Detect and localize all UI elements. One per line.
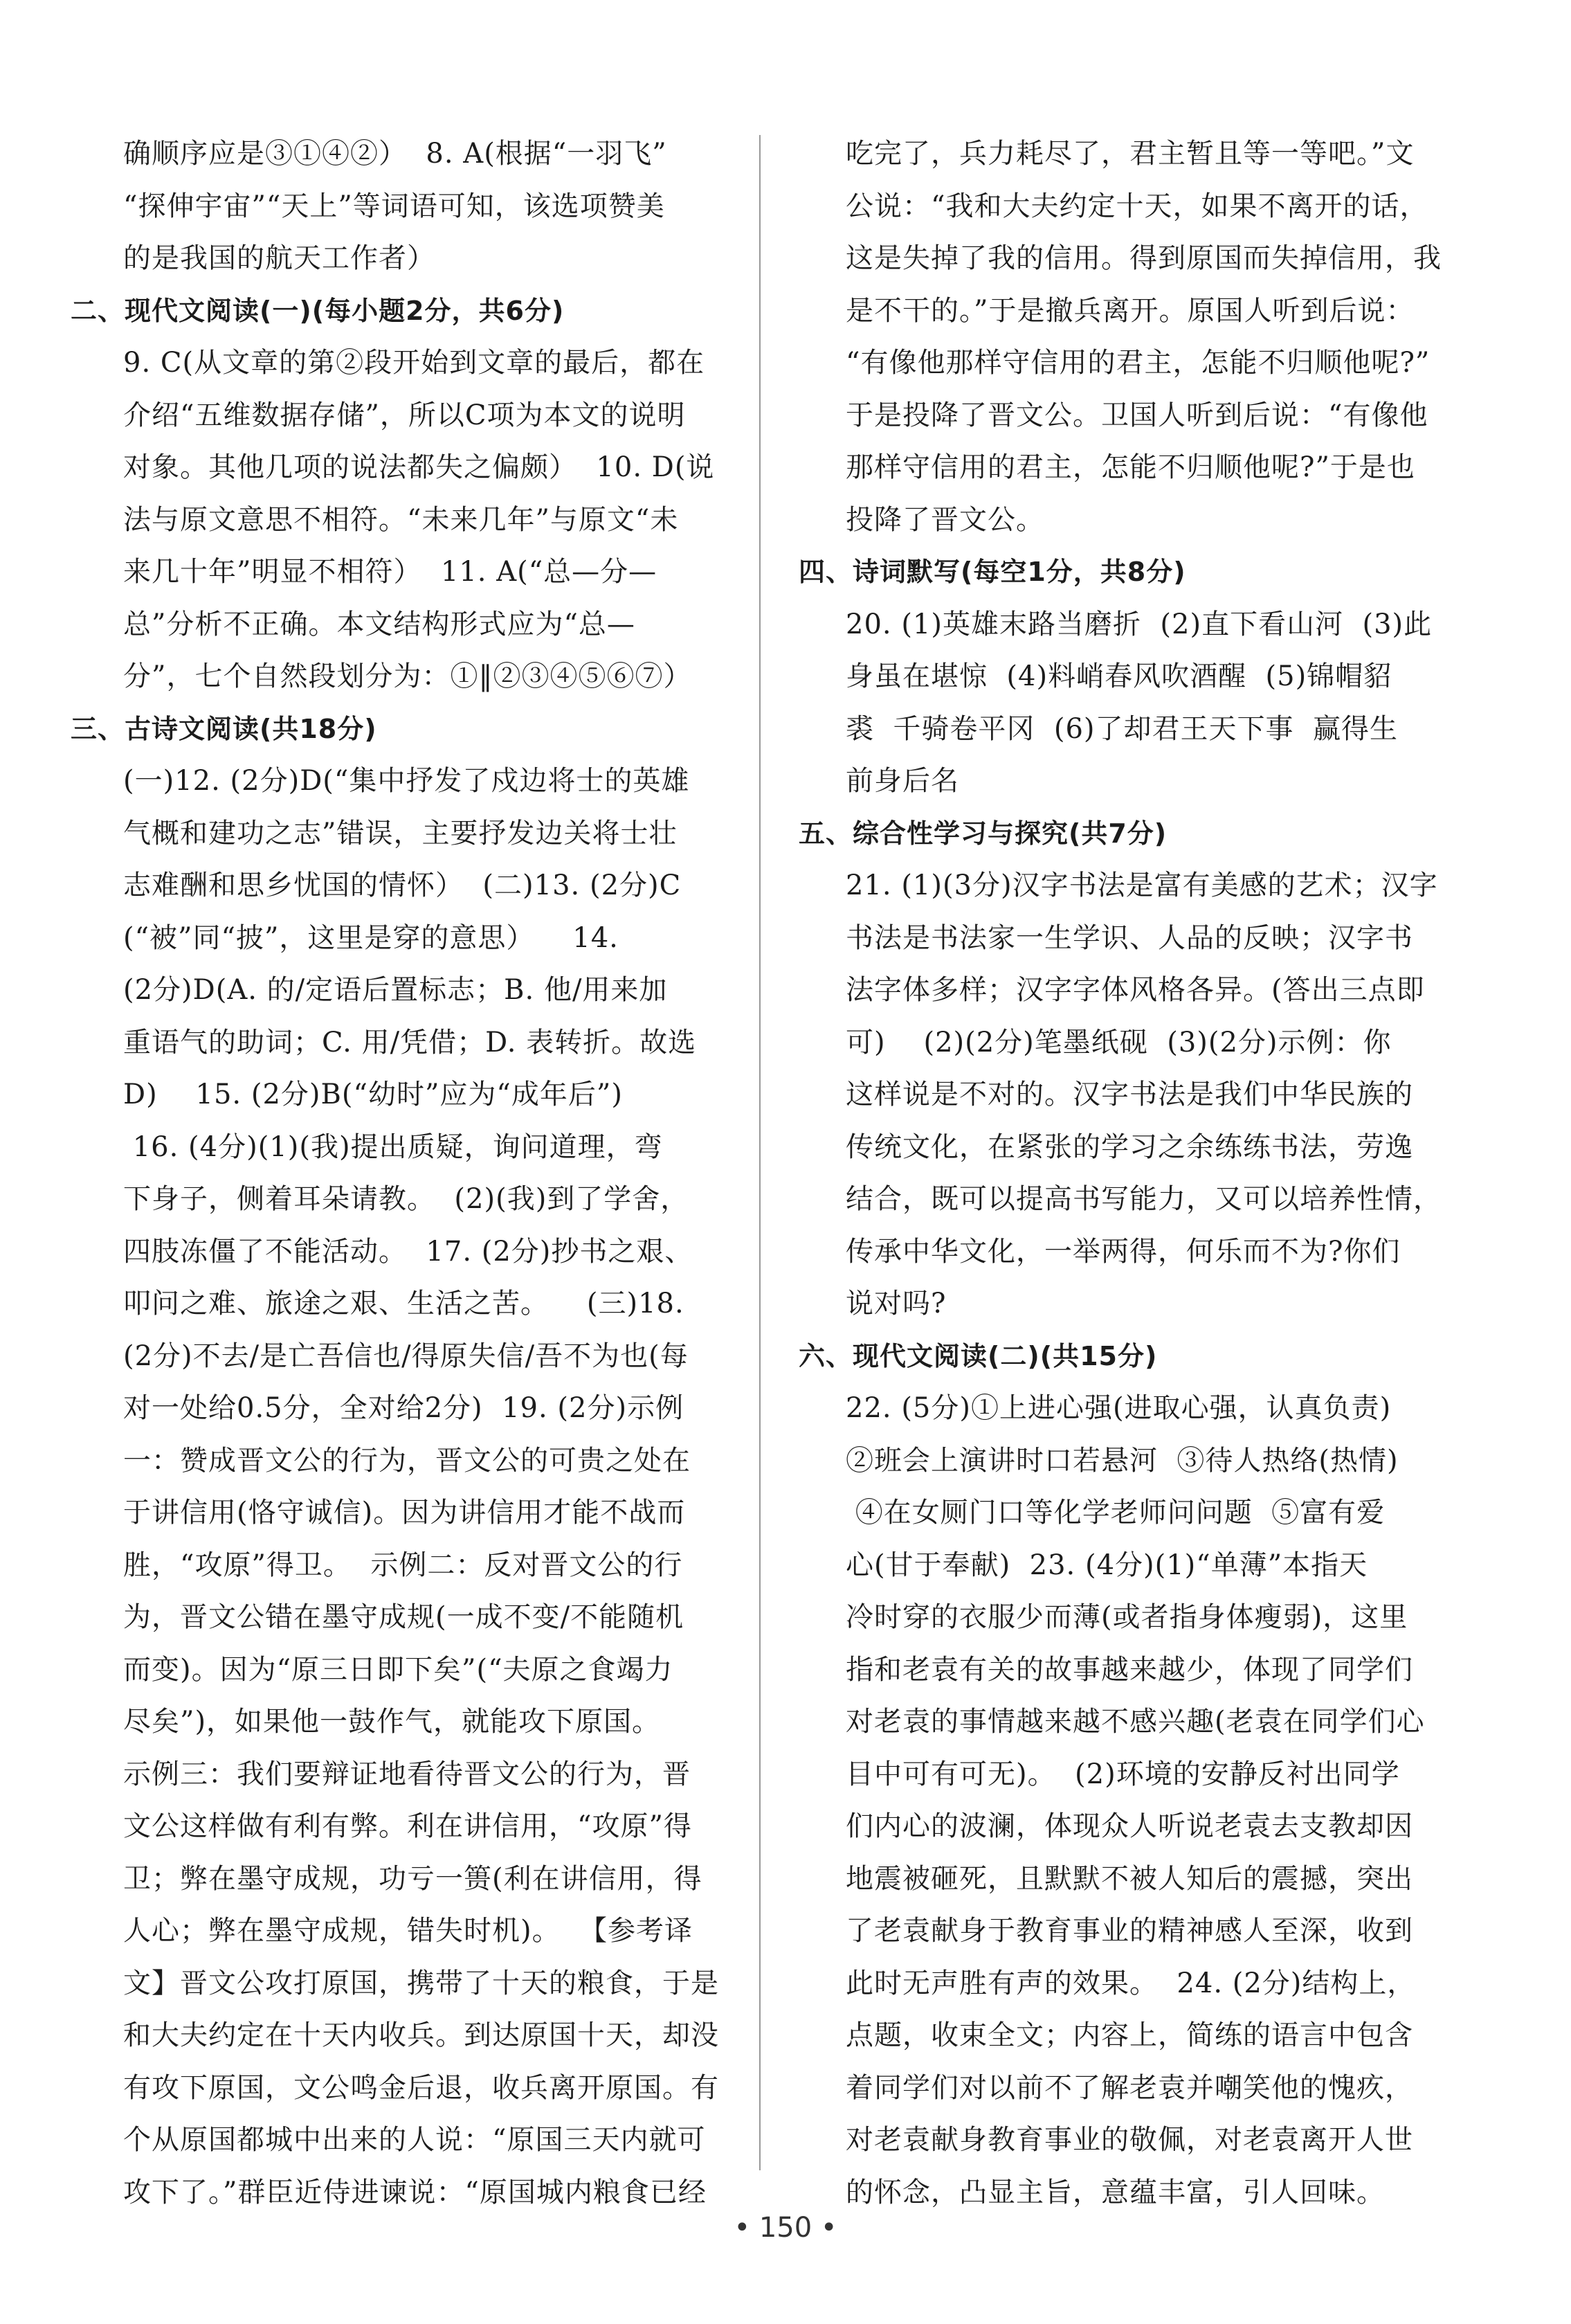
text-line: 卫；弊在墨守成规，功亏一篑(利在讲信用，得 xyxy=(123,1862,702,1895)
text-line: 指和老袁有关的故事越来越少，体现了同学们 xyxy=(846,1653,1413,1686)
text-line: 胜，“攻原”得卫。 示例二：反对晋文公的行 xyxy=(123,1549,683,1581)
text-line: 前身后名 xyxy=(846,765,959,797)
text-line: 人心；弊在墨守成规，错失时机)。 【参考译 xyxy=(123,1915,693,1947)
text-line: 结合，既可以提高书写能力，又可以培养性情， xyxy=(846,1183,1442,1215)
text-line: 地震被砸死，且默默不被人知后的震撼，突出 xyxy=(846,1862,1413,1895)
text-line: 志难酬和思乡忧国的情怀） (二)13. (2分)C xyxy=(123,870,682,901)
text-line: 的怀念，凸显主旨，意蕴丰富，引人回味。 xyxy=(846,2176,1385,2208)
text-line: (2分)不去/是亡吾信也/得原失信/吾不为也(每 xyxy=(123,1340,689,1372)
text-line: (2分)D(A. 的/定语后置标志；B. 他/用来加 xyxy=(123,974,668,1006)
text-line: 吃完了，兵力耗尽了，君主暂且等一等吧。”文 xyxy=(846,138,1415,170)
text-line: 心(甘于奉献) 23. (4分)(1)“单薄”本指天 xyxy=(846,1549,1368,1581)
text-line: 这样说是不对的。汉字书法是我们中华民族的 xyxy=(846,1079,1413,1110)
text-line: 攻下了。”群臣近侍进谏说：“原国城内粮食已经 xyxy=(123,2176,707,2208)
text-line: 21. (1)(3分)汉字书法是富有美感的艺术；汉字 xyxy=(846,870,1438,901)
text-line: 公说：“我和大夫约定十天，如果不离开的话， xyxy=(846,190,1428,222)
text-line: 的是我国的航天工作者） xyxy=(123,242,435,274)
text-line: 示例三：我们要辩证地看待晋文公的行为，晋 xyxy=(123,1758,691,1790)
text-line: 9. C(从文章的第②段开始到文章的最后，都在 xyxy=(123,347,705,379)
text-line: 着同学们对以前不了解老袁并嘲笑他的愧疚， xyxy=(846,2071,1413,2104)
page-number: • 150 • xyxy=(734,2212,837,2244)
text-line: 对象。其他几项的说法都失之偏颇） 10. D(说 xyxy=(123,451,715,483)
text-line: 书法是书法家一生学识、人品的反映；汉字书 xyxy=(846,921,1413,954)
text-line: 16. (4分)(1)(我)提出质疑，询问道理，弯 xyxy=(123,1131,663,1163)
section-heading-5: 五、综合性学习与探究(共7分) xyxy=(799,818,1168,849)
text-line: 是不干的。”于是撤兵离开。原国人听到后说： xyxy=(846,294,1415,327)
text-line: 裘 千骑卷平冈 (6)了却君王天下事 赢得生 xyxy=(846,712,1398,745)
section-heading-4: 四、诗词默写(每空1分，共8分) xyxy=(799,557,1186,587)
text-line: ②班会上演讲时口若悬河 ③待人热络(热情) xyxy=(846,1444,1399,1477)
right-column xyxy=(799,128,1455,2219)
text-line: 说对吗? xyxy=(846,1288,947,1319)
text-line: 对一处给0.5分，全对给2分) 19. (2分)示例 xyxy=(123,1392,684,1424)
text-line: 20. (1)英雄末路当磨折 (2)直下看山河 (3)此 xyxy=(846,608,1433,640)
text-line: 叩问之难、旅途之艰、生活之苦。 (三)18. xyxy=(123,1288,684,1319)
section-heading-2: 二、现代文阅读(一)(每小题2分，共6分) xyxy=(71,295,565,326)
column-divider xyxy=(759,135,761,2170)
text-line: 点题，收束全文；内容上，简练的语言中包含 xyxy=(846,2019,1413,2051)
text-line: 于讲信用(恪守诚信)。因为讲信用才能不战而 xyxy=(123,1497,686,1529)
text-line: 介绍“五维数据存储”，所以C项为本文的说明 xyxy=(123,399,686,431)
text-line: 四肢冻僵了不能活动。 17. (2分)抄书之艰、 xyxy=(123,1235,693,1268)
text-line: 这是失掉了我的信用。得到原国而失掉信用，我 xyxy=(846,242,1442,274)
text-line: 有攻下原国，文公鸣金后退，收兵离开原国。有 xyxy=(123,2071,719,2104)
text-line: 法与原文意思不相符。“未来几年”与原文“未 xyxy=(123,503,679,536)
text-line: 下身子，侧着耳朵请教。 (2)(我)到了学舍， xyxy=(123,1183,689,1215)
text-line: 于是投降了晋文公。卫国人听到后说：“有像他 xyxy=(846,399,1428,431)
text-line: 一：赞成晋文公的行为，晋文公的可贵之处在 xyxy=(123,1444,691,1477)
text-line: 那样守信用的君主，怎能不归顺他呢?”于是也 xyxy=(846,451,1415,483)
text-line: 重语气的助词；C. 用/凭借；D. 表转折。故选 xyxy=(123,1026,697,1059)
section-heading-3: 三、古诗文阅读(共18分) xyxy=(71,713,377,744)
text-line: (一)12. (2分)D(“集中抒发了戍边将士的英雄 xyxy=(123,765,690,797)
text-line: 传统文化，在紧张的学习之余练练书法，劳逸 xyxy=(846,1131,1413,1163)
text-line: 传承中华文化，一举两得，何乐而不为?你们 xyxy=(846,1235,1401,1268)
text-line: 文】晋文公攻打原国，携带了十天的粮食，于是 xyxy=(123,1967,719,1999)
section-heading-6: 六、现代文阅读(二)(共15分) xyxy=(799,1340,1158,1371)
text-line: 气概和建功之志”错误，主要抒发边关将士壮 xyxy=(123,817,678,849)
text-line: 投降了晋文公。 xyxy=(846,503,1044,536)
text-line: 22. (5分)①上进心强(进取心强，认真负责) xyxy=(846,1392,1392,1424)
text-line: D) 15. (2分)B(“幼时”应为“成年后”) xyxy=(123,1079,623,1110)
text-line: 了老袁献身于教育事业的精神感人至深，收到 xyxy=(846,1915,1413,1947)
text-line: 分”，七个自然段划分为：①‖②③④⑤⑥⑦） xyxy=(123,660,692,692)
text-line: 确顺序应是③①④②） 8. A(根据“一羽飞” xyxy=(123,138,667,170)
text-line: 文公这样做有利有弊。利在讲信用，“攻原”得 xyxy=(123,1810,692,1842)
text-line: 对老袁的事情越来越不感兴趣(老袁在同学们心 xyxy=(846,1706,1425,1738)
text-line: 个从原国都城中出来的人说：“原国三天内就可 xyxy=(123,2124,706,2156)
text-line: 们内心的波澜，体现众人听说老袁去支教却因 xyxy=(846,1810,1413,1842)
text-line: 此时无声胜有声的效果。 24. (2分)结构上， xyxy=(846,1967,1416,1999)
text-line: ④在女厕门口等化学老师问问题 ⑤富有爱 xyxy=(846,1497,1386,1529)
text-line: “探伸宇宙”“天上”等词语可知，该选项赞美 xyxy=(123,190,665,222)
text-line: 和大夫约定在十天内收兵。到达原国十天，却没 xyxy=(123,2019,719,2051)
text-line: 总”分析不正确。本文结构形式应为“总— xyxy=(123,608,635,640)
text-line: 尽矣”)，如果他一鼓作气，就能攻下原国。 xyxy=(123,1706,661,1738)
text-line: (“被”同“披”，这里是穿的意思） 14. xyxy=(123,921,619,954)
text-line: 目中可有可无)。 (2)环境的安静反衬出同学 xyxy=(846,1758,1400,1790)
left-column xyxy=(71,128,725,2219)
text-line: 法字体多样；汉字字体风格各异。(答出三点即 xyxy=(846,974,1425,1006)
text-line: 可) (2)(2分)笔墨纸砚 (3)(2分)示例：你 xyxy=(846,1026,1392,1059)
text-line: 身虽在堪惊 (4)料峭春风吹酒醒 (5)锦帽貂 xyxy=(846,660,1392,692)
text-line: 对老袁献身教育事业的敬佩，对老袁离开人世 xyxy=(846,2124,1413,2156)
text-line: 而变)。因为“原三日即下矣”(“夫原之食竭力 xyxy=(123,1653,673,1686)
text-line: 为，晋文公错在墨守成规(一成不变/不能随机 xyxy=(123,1601,684,1633)
text-line: 来几十年”明显不相符） 11. A(“总—分— xyxy=(123,556,657,588)
text-line: “有像他那样守信用的君主，怎能不归顺他呢?” xyxy=(846,347,1431,379)
text-line: 冷时穿的衣服少而薄(或者指身体瘦弱)，这里 xyxy=(846,1601,1408,1633)
